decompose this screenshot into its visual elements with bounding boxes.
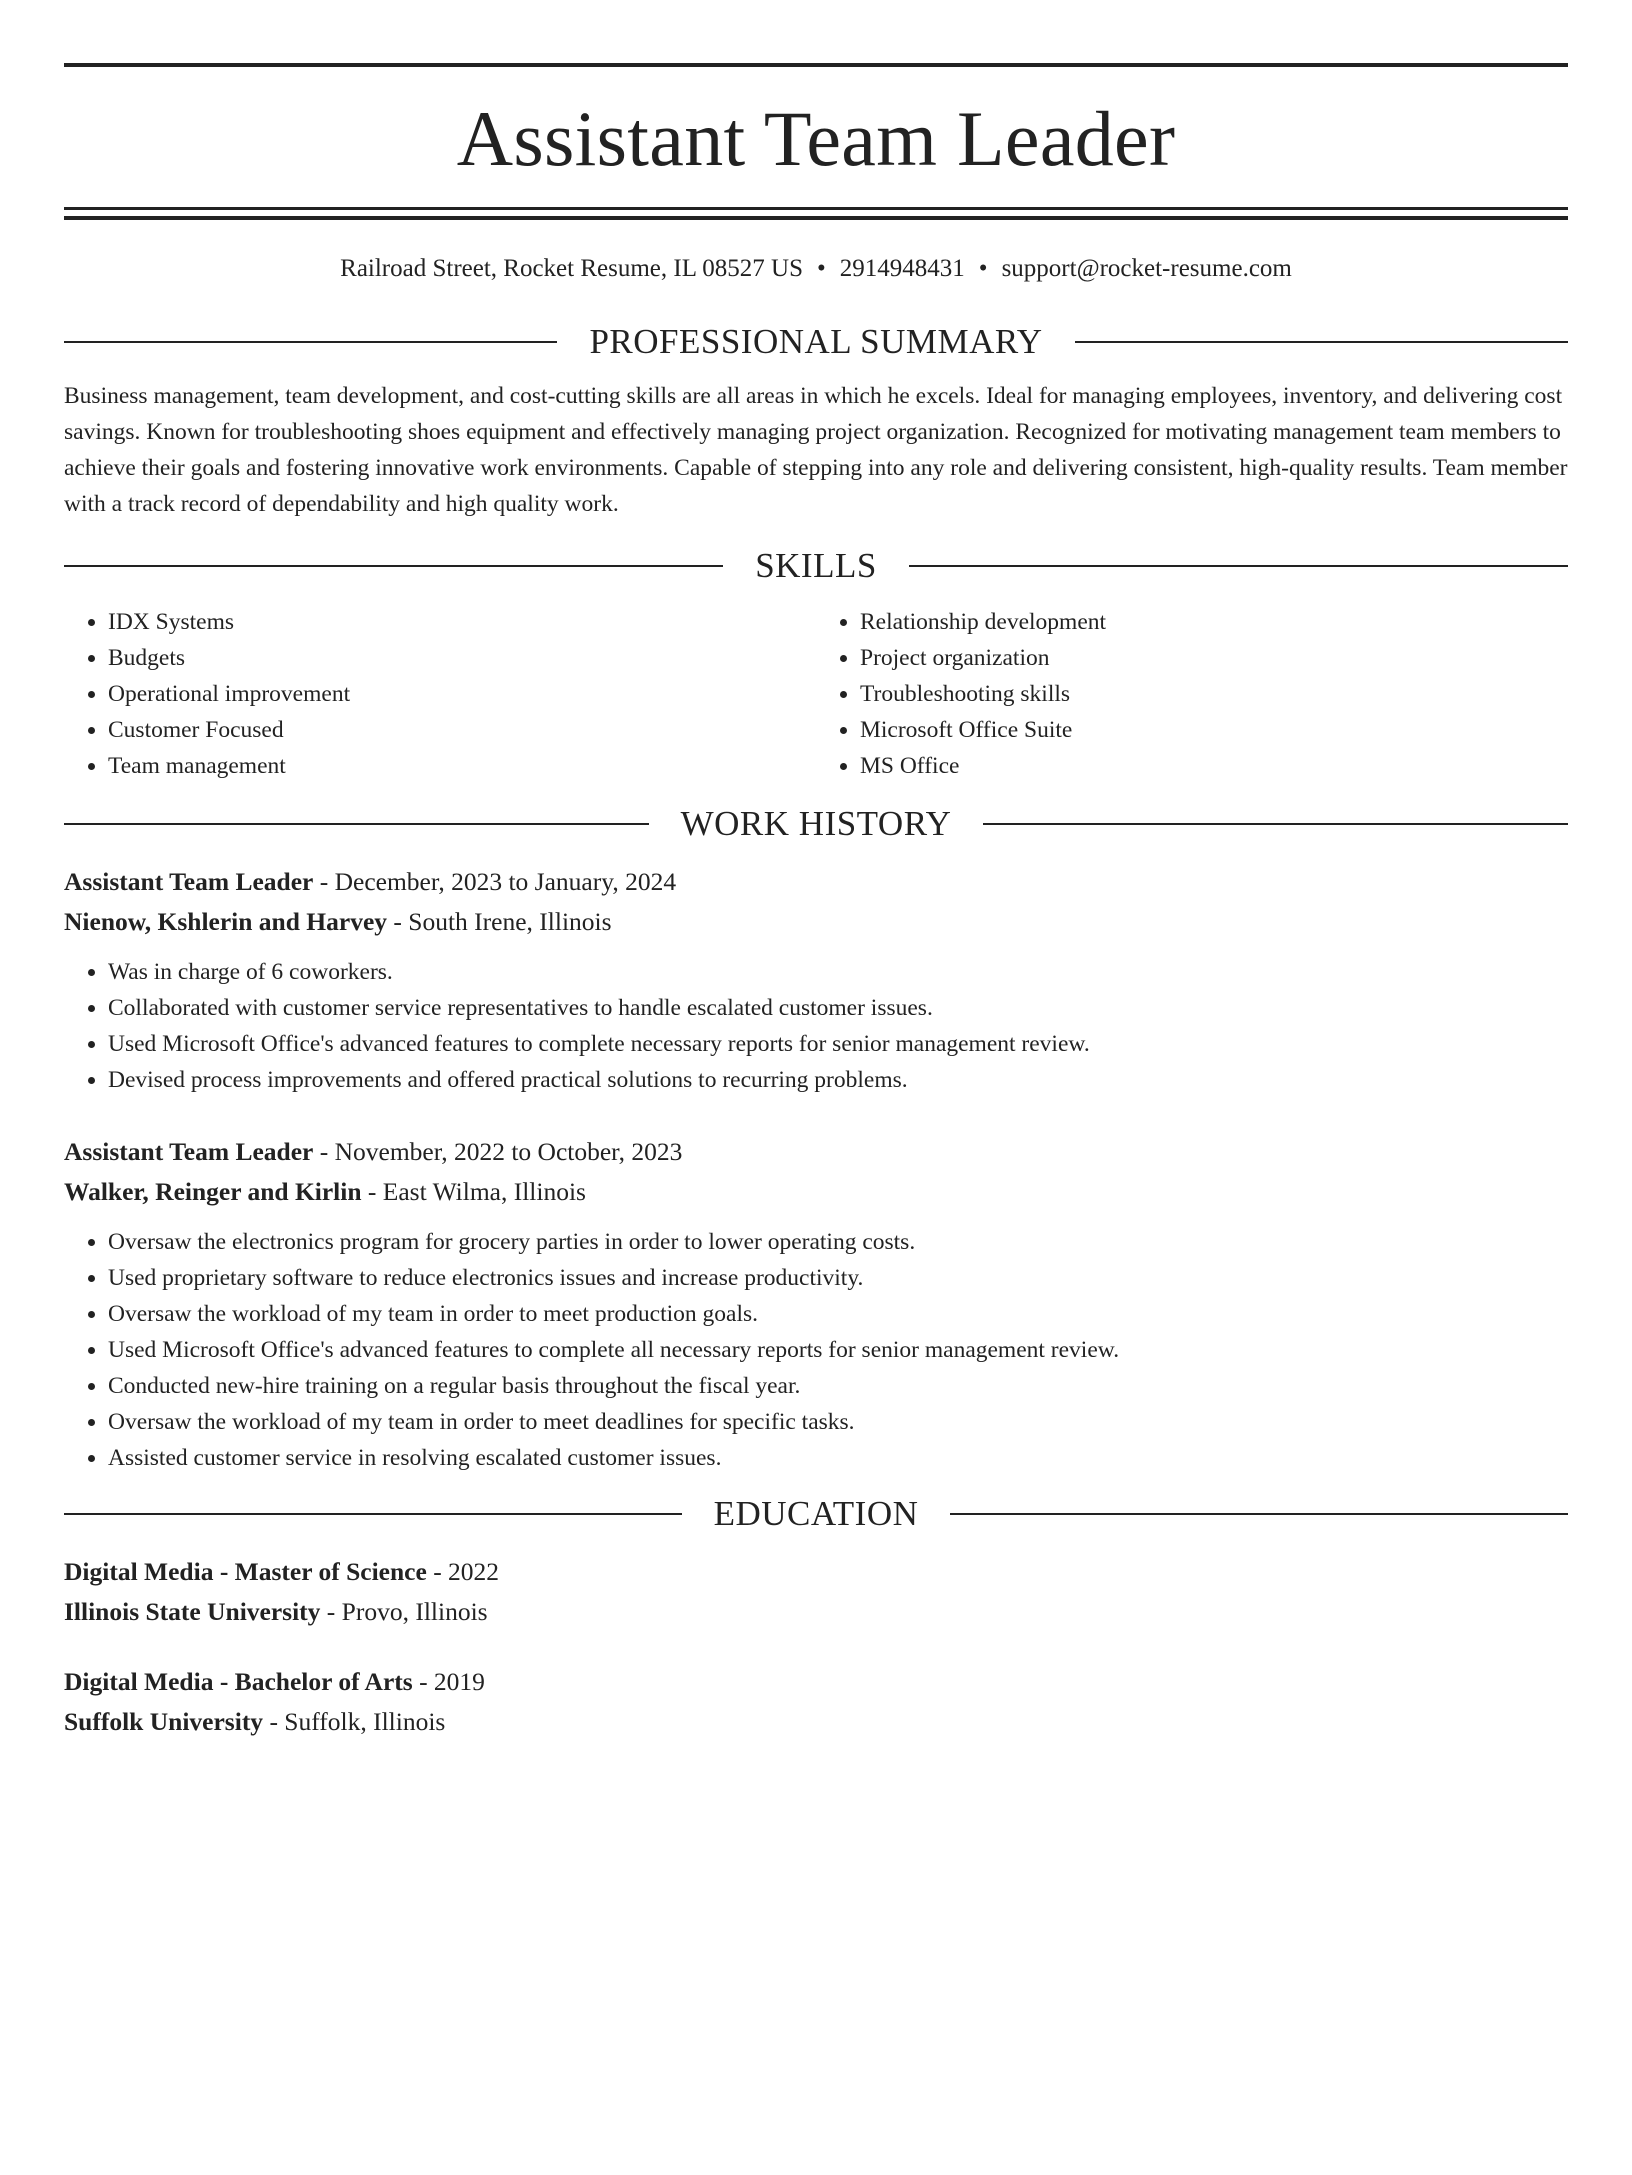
skills-column-right (816, 604, 1568, 784)
skill-item: • Microsoft Office Suite (860, 712, 1568, 748)
job-bullet: • Devised process improvements and offered practical solutions to recurring problems. (108, 1062, 1568, 1098)
education-degree-line (64, 1662, 1568, 1702)
contact-line (64, 254, 1568, 294)
section-title: SKILLS (755, 546, 877, 585)
job-title: Assistant Team Leader (64, 1137, 314, 1166)
education-school-line (64, 1592, 1568, 1632)
job-bullets (64, 1224, 1568, 1476)
job-bullet: • Was in charge of 6 coworkers. (108, 954, 1568, 990)
job-bullet: • Oversaw the electronics program for grocery parties in order to lower operating costs. (108, 1224, 1568, 1260)
education-school-line (64, 1702, 1568, 1742)
resume-page (0, 63, 1632, 2175)
heading-rule-left (64, 341, 557, 343)
job-bullet: • Oversaw the workload of my team in order to meet deadlines for specific tasks. (108, 1404, 1568, 1440)
contact-email: support@rocket-resume.com (1001, 255, 1292, 282)
job-title-line (64, 1132, 1568, 1172)
skill-item: • Budgets (108, 640, 816, 676)
job-bullet: • Oversaw the workload of my team in order to meet production goals. (108, 1296, 1568, 1332)
skill-item: • Team management (108, 748, 816, 784)
heading-rule-left (64, 823, 649, 825)
heading-rule-right (950, 1513, 1568, 1515)
skills-column-left (64, 604, 816, 784)
education-year: - 2019 (412, 1667, 485, 1696)
heading-rule-right (983, 823, 1568, 825)
section-heading-skills (64, 544, 1568, 588)
section-heading-summary (64, 320, 1568, 364)
education-entry (64, 1552, 1568, 1632)
contact-address: Railroad Street, Rocket Resume, IL 08527 US (340, 255, 804, 282)
contact-separator: • (817, 255, 826, 282)
job-bullet: • Used proprietary software to reduce electronics issues and increase productivity. (108, 1260, 1568, 1296)
job-entry (64, 862, 1568, 1098)
job-bullet: • Used Microsoft Office's advanced features to complete necessary reports for senior management review. (108, 1026, 1568, 1062)
section-title: PROFESSIONAL SUMMARY (589, 322, 1043, 361)
heading-rule-right (909, 565, 1568, 567)
job-title: Assistant Team Leader (64, 867, 314, 896)
job-bullet: • Assisted customer service in resolving escalated customer issues. (108, 1440, 1568, 1476)
skill-item: • Operational improvement (108, 676, 816, 712)
skill-item: • MS Office (860, 748, 1568, 784)
section-heading-education (64, 1492, 1568, 1536)
section-title: WORK HISTORY (680, 804, 952, 843)
job-bullet: • Conducted new-hire training on a regular basis throughout the fiscal year. (108, 1368, 1568, 1404)
job-company-line (64, 902, 1568, 942)
job-company: Walker, Reinger and Kirlin (64, 1177, 362, 1206)
job-dates: - November, 2022 to October, 2023 (313, 1137, 683, 1166)
contact-separator: • (978, 255, 988, 282)
education-degree: Digital Media - Bachelor of Arts (64, 1667, 413, 1696)
skill-item: • Project organization (860, 640, 1568, 676)
job-dates: - December, 2023 to January, 2024 (313, 867, 677, 896)
heading-rule-right (1075, 341, 1568, 343)
job-bullet: • Used Microsoft Office's advanced features to complete all necessary reports for senior management review. (108, 1332, 1568, 1368)
heading-rule-left (64, 1513, 682, 1515)
skill-item: • Troubleshooting skills (860, 676, 1568, 712)
job-title-line (64, 862, 1568, 902)
section-title: EDUCATION (713, 1494, 919, 1533)
double-rule (64, 207, 1568, 220)
education-entry (64, 1662, 1568, 1742)
job-company-line (64, 1172, 1568, 1212)
skill-item: • Customer Focused (108, 712, 816, 748)
education-location: - Suffolk, Illinois (263, 1707, 446, 1736)
education-degree-line (64, 1552, 1568, 1592)
education-school: Illinois State University (64, 1597, 321, 1626)
job-company: Nienow, Kshlerin and Harvey (64, 907, 388, 936)
job-entry (64, 1132, 1568, 1476)
contact-phone: 2914948431 (839, 255, 965, 282)
education-school: Suffolk University (64, 1707, 264, 1736)
job-location: - East Wilma, Illinois (361, 1177, 586, 1206)
candidate-name: Assistant Team Leader (456, 95, 1176, 182)
job-location: - South Irene, Illinois (387, 907, 612, 936)
job-bullets (64, 954, 1568, 1098)
skill-item: • IDX Systems (108, 604, 816, 640)
skills-list (64, 604, 1568, 784)
education-degree: Digital Media - Master of Science (64, 1557, 427, 1586)
education-year: - 2022 (426, 1557, 500, 1586)
education-location: - Provo, Illinois (320, 1597, 488, 1626)
heading-rule-left (64, 565, 723, 567)
skill-item: • Relationship development (860, 604, 1568, 640)
section-heading-work (64, 802, 1568, 846)
summary-text: Business management, team development, and cost-cutting skills are all areas in which he excels. Ideal for managing employees, inventory, and delivering cost savings. Known for troubleshooting shoes equipment and effectively managing project organization. Recognized for motivating management team members to achieve their goals and fostering innovative work environments. Capable of stepping into any role and delivering consistent, high-quality results. Team member with a track record of dependability and high quality work. (64, 383, 1568, 517)
job-bullet: • Collaborated with customer service representatives to handle escalated customer issues. (108, 990, 1568, 1026)
